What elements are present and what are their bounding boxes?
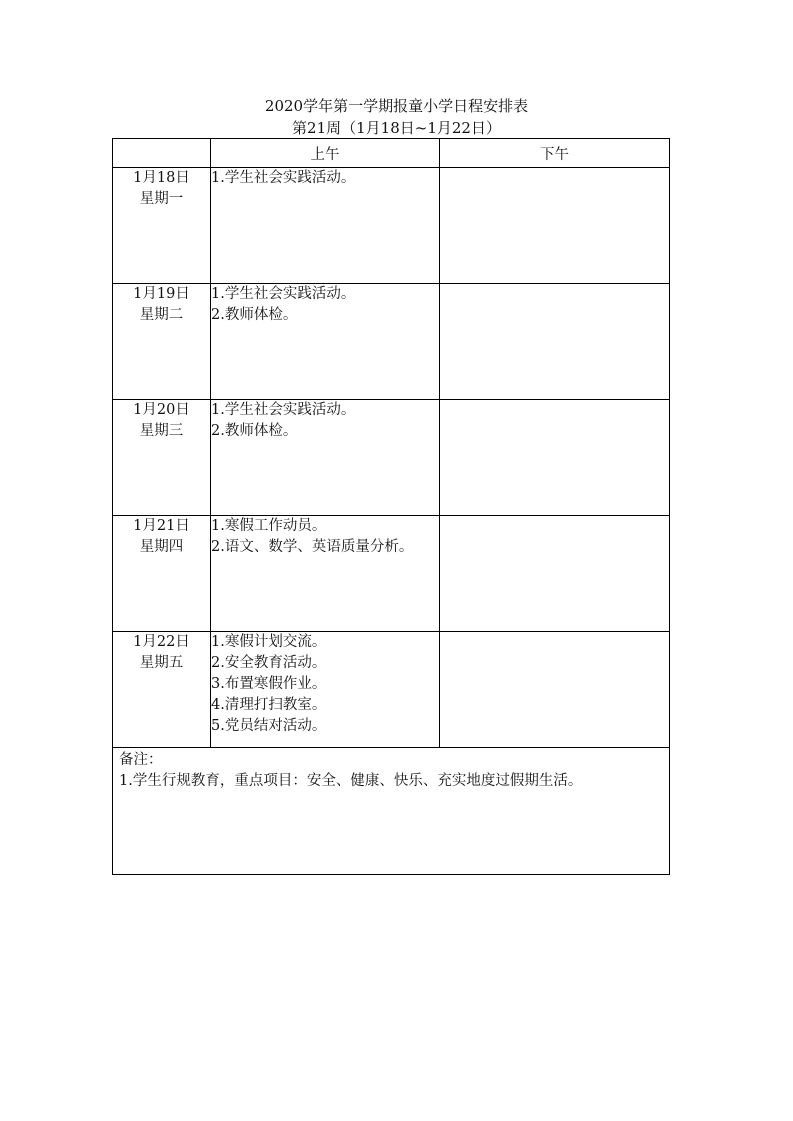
afternoon-cell: [440, 632, 670, 748]
notes-cell: [113, 748, 670, 875]
day-row: [113, 400, 670, 516]
morning-item: 2.语文、数学、英语质量分析。: [211, 539, 414, 555]
morning-item: 4.清理打扫教室。: [211, 697, 327, 713]
date-cell: [113, 400, 211, 516]
morning-cell: [211, 284, 440, 400]
morning-item: 1.学生社会实践活动。: [211, 286, 356, 302]
day-row: [113, 632, 670, 748]
weekday-text: 星期四: [139, 539, 184, 555]
weekday-text: 星期五: [139, 655, 184, 671]
weekday-text: 星期一: [139, 191, 184, 207]
date-text: 1月21日: [133, 518, 190, 534]
morning-item: 5.党员结对活动。: [211, 718, 327, 734]
day-row: [113, 284, 670, 400]
afternoon-cell: [440, 168, 670, 284]
morning-item: 1.学生社会实践活动。: [211, 402, 356, 418]
afternoon-cell: [440, 400, 670, 516]
morning-cell: [211, 632, 440, 748]
date-cell: [113, 516, 211, 632]
page-title: 2020学年第一学期报童小学日程安排表: [264, 97, 529, 115]
morning-cell: [211, 516, 440, 632]
weekday-text: 星期三: [139, 423, 184, 439]
afternoon-cell: [440, 516, 670, 632]
day-row: [113, 516, 670, 632]
weekday-text: 星期二: [139, 307, 184, 323]
date-cell: [113, 284, 211, 400]
header-date: [113, 139, 211, 168]
date-text: 1月20日: [133, 402, 190, 418]
morning-item: 2.教师体检。: [211, 423, 298, 439]
notes-line: 1.学生行规教育，重点项目：安全、健康、快乐、充实地度过假期生活。: [119, 773, 583, 789]
header-morning: 上午: [211, 139, 440, 168]
morning-item: 1.学生社会实践活动。: [211, 170, 356, 186]
afternoon-cell: [440, 284, 670, 400]
morning-cell: [211, 400, 440, 516]
notes-label: 备注：: [119, 752, 163, 768]
morning-item: 2.教师体检。: [211, 307, 298, 323]
date-text: 1月22日: [133, 634, 190, 650]
date-cell: [113, 168, 211, 284]
header-afternoon: 下午: [440, 139, 670, 168]
week-subtitle: 第21周（1月18日~1月22日）: [292, 119, 501, 137]
morning-cell: [211, 168, 440, 284]
date-text: 1月19日: [133, 286, 190, 302]
header-row: [113, 139, 670, 168]
morning-item: 1.寒假工作动员。: [211, 518, 327, 534]
date-cell: [113, 632, 211, 748]
morning-item: 3.布置寒假作业。: [211, 676, 327, 692]
schedule-table: [112, 138, 670, 875]
day-row: [113, 168, 670, 284]
notes-row: [113, 748, 670, 875]
morning-item: 1.寒假计划交流。: [211, 634, 327, 650]
morning-item: 2.安全教育活动。: [211, 655, 327, 671]
date-text: 1月18日: [133, 170, 190, 186]
